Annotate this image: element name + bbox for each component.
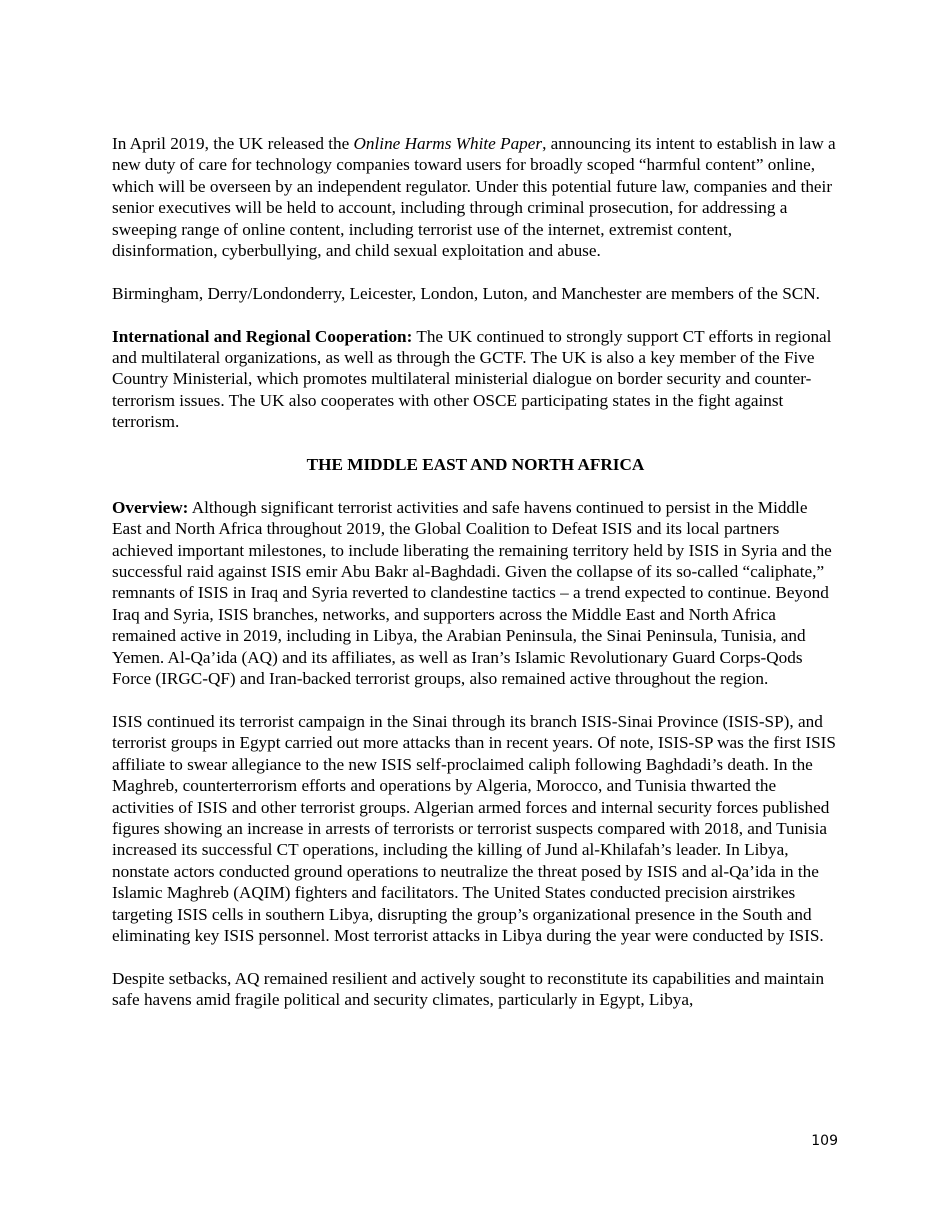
paragraph-overview: [112, 497, 839, 690]
paragraph-lead-heading: Overview:: [112, 497, 189, 517]
section-heading: THE MIDDLE EAST AND NORTH AFRICA: [306, 455, 645, 475]
paragraph-scn-members: Birmingham, Derry/Londonderry, Leicester, London, Luton, and Manchester are members of the SCN.: [112, 283, 820, 303]
paragraph-text: Although significant terrorist activities and safe havens continued to persist in the Middle East and North Africa throughout 2019, the Global Coalition to Defeat ISIS and its local partners achieved important milestones, to include liberating the remaining territory held by ISIS in Syria and the successful raid against ISIS emir Abu Bakr al-Baghdadi. Given the collapse of its so-called “caliphate,” remnants of ISIS in Iraq and Syria reverted to clandestine tactics – a trend expected to continue. Beyond Iraq and Syria, ISIS branches, networks, and supporters across the Middle East and North Africa remained active in 2019, including in Libya, the Arabian Peninsula, the Sinai Peninsula, Tunisia, and Yemen. Al-Qa’ida (AQ) and its affiliates, as well as Iran’s Islamic Revolutionary Guard Corps-Qods Force (IRGC-QF) and Iran-backed terrorist groups, also remained active throughout the region.: [112, 497, 832, 689]
paragraph-international-cooperation: [112, 326, 839, 433]
document-body: [112, 133, 839, 1032]
paragraph-text: In April 2019, the UK released the: [112, 134, 354, 153]
paragraph-online-harms: [112, 133, 839, 261]
paragraph-isis-sinai: ISIS continued its terrorist campaign in the Sinai through its branch ISIS-Sinai Province (ISIS-SP), and terrorist groups in Egypt carried out more attacks than in recent years. Of note, ISIS-SP was the first ISIS affiliate to swear allegiance to the new ISIS self-proclaimed caliph following Baghdadi’s death. In the Maghreb, counterterrorism efforts and operations by Algeria, Morocco, and Tunisia thwarted the activities of ISIS and other terrorist groups. Algerian armed forces and internal security forces published figures showing an increase in arrests of terrorists or terrorist suspects compared with 2018, and Tunisia increased its successful CT operations, including the killing of Jund al-Khilafah’s leader. In Libya, nonstate actors conducted ground operations to neutralize the threat posed by ISIS and al-Qa’ida in the Islamic Maghreb (AQIM) fighters and facilitators. The United States conducted precision airstrikes targeting ISIS cells in southern Libya, disrupting the group’s organizational presence in the South and eliminating key ISIS personnel. Most terrorist attacks in Libya during the year were conducted by ISIS.: [112, 711, 836, 945]
page-number: 109: [811, 1133, 838, 1149]
paragraph-text: , announcing its intent to establish in law a new duty of care for technology companies toward users for broadly scoped “harmful content” online, which will be overseen by an independent regulator. Under this potential future law, companies and their senior executives will be held to account, including through criminal prosecution, for addressing a sweeping range of online content, including terrorist use of the internet, extremist content, disinformation, cyberbullying, and child sexual exploitation and abuse.: [112, 134, 836, 261]
document-title-italic: Online Harms White Paper: [353, 134, 543, 153]
paragraph-text: The UK continued to strongly support CT efforts in regional and multilateral organizations, as well as through the GCTF. The UK is also a key member of the Five Country Ministerial, which promotes multilateral ministerial dialogue on border security and counter-terrorism issues. The UK also cooperates with other OSCE participating states in the fight against terrorism.: [112, 326, 832, 432]
paragraph-lead-heading: International and Regional Cooperation:: [112, 326, 413, 346]
paragraph-aq-resilience: Despite setbacks, AQ remained resilient and actively sought to reconstitute its capabilities and maintain safe havens amid fragile political and security climates, particularly in Egypt, Libya,: [112, 968, 825, 1010]
